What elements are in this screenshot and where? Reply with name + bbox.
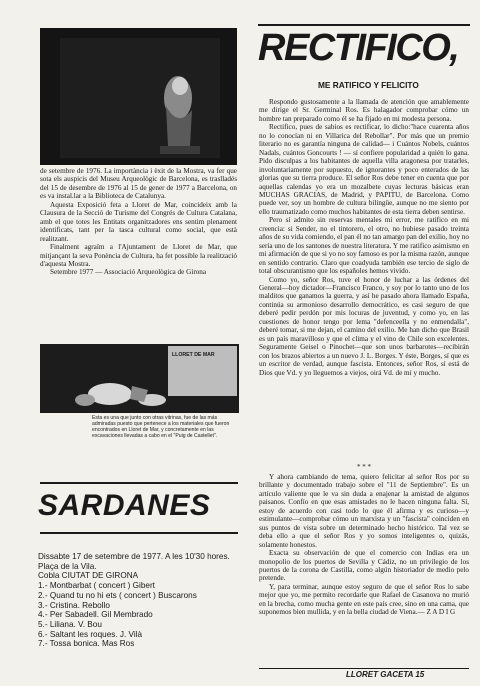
- article-paragraph-5: Y ahora cambiando de tema, quiero felicitar al señor Ros por su brillante y documentado trabajo sobre el "11 de Septiembre". Es un artículo valiente que le va sin duda a enajenar la amistad de algunos paisanos. Confío en que esas amistades no le hacen ninguna falta. Sí, estoy de acuerdo con casi todo lo que él afirma y es curioso—y estimulante—comprobar cómo un marxista y un "fascista" coinciden en sus puntos de vista sobre un determinado hecho histórico. Tal vez se deba ello a que el señor Ros y yo somos inteligentes o, quizás, solamente honestos.: [259, 473, 469, 549]
- article-paragraph-2: Rectifico, pues de sabios es rectificar, lo dicho:"hace cuarenta años no lo conocían ni en Villarica del Rebollar". Por más que un premio literario no es garantía ninguna de calidad— i Cuántos Nobels, cuántos Nadals, cuántos Goncourts ! — sí confiere popularidad a quién lo gana. Pido disculpas a los habitantes de aquella villa aragonesa por tratarles, involuntariamente por supuesto, de ignorantes y poco enterados de las glorias que su tierra produce. El señor Ros debe tener en cuenta que por aquellas calendas yo era un mozalbete cuyas lecturas básicas eran MUCHAS GRACIAS, de Madrid, y PAPITU, de Barcelona. Como puede ver, soy un hombre de cultura bilingüe, aunque no me siento por ello traumatizado como muchos habitantes de esta tierra deben sentirse.: [259, 123, 469, 216]
- program-item: 7.- Tossa bonica. Mas Ros: [38, 639, 135, 649]
- footer-rule: [259, 668, 469, 669]
- exhibition-signature: Setembre 1977 — Associació Arqueològica de Girona: [50, 268, 207, 277]
- program-cobla: Cobla CIUTAT DE GIRONA: [38, 571, 139, 581]
- sardanes-title: SARDANES: [38, 489, 211, 522]
- exhibition-paragraph-1: de setembre de 1976. La importància i èxit de la Mostra, va fer que sota els auspicis del Museu Arqueològic de Barcelona, es traslladés del 15 de desembre de 1976 al 15 de gener de 1977 a Barcelona, on es va instal.lar a la Biblioteca de Catalunya.: [40, 167, 237, 201]
- sardanes-program: [38, 552, 238, 649]
- exhibition-paragraph-3: Finalment agraïm a l'Ajuntament de Lloret de Mar, que mitjançant la seva Ponència de Cultura, ha fet possible la realització d'aquesta Mostra.: [40, 243, 237, 268]
- display-case-photo: [40, 344, 239, 413]
- page-footer: LLORET GACETA 15: [346, 670, 425, 679]
- article-title: RECTIFICO,: [258, 27, 459, 69]
- exhibition-paragraph-2: Aquesta Exposició feta a Lloret de Mar, coincideix amb la Clausura de la Secció de Turisme del Congrés de Cultura Catalana, amb el que totes les Entitats organitzadores ens sentim plenament identificats, tant per la tasca cultural como social, que està realitzant.: [40, 200, 237, 243]
- article-paragraph-4: Como yo, señor Ros, tuve el honor de luchar a las órdenes del General—hoy dictador—Francisco Franco, y soy por lo tanto uno de los malditos que ganamos la guerra, y así he pasado ahora llamado España, continúa su armonioso desarrollo democrático, es casi seguro de que deberé pedir perdón por mis locuras de juventud, y como yo, en las cuestiones de honor tengo por lema "defenceella y no enmendalla", deberé tomar, si me dejan, el camino del exilio. Me han dicho que Brasil es un país maravilloso y que el clima y el vino de Chile son excelentes. Seguramente Geisel o Pinochet—que son unos barbarotes—recibirán con los brazos abiertos a un nuevo J. L. Borges. Y éste, Borges, sí que es un escritor de verdad, aunque fascista. Entonces, señor Ros, sí está de Dios que Vd. y yo lleguemos a viejos, oirá Vd. de mí y mucho.: [259, 275, 469, 377]
- article-paragraph-1: Respondo gustosamente a la llamada de atención que amablemente me dirige el Sr. Germinal Ros. Es halagador comprobar cómo un hombre tan preparado como él se ha fijado en mi modesta persona.: [259, 98, 469, 123]
- title-top-rule: [258, 24, 470, 26]
- article-paragraph-3: Pero sí admito sin reservas mentales mi error, me ratifico en mi creencia: si Sender, no el tintorero, el otro, no hubiese pasado treinta años de su vida comiendo, el pan él no tan amargo pan del exilio, hoy no sería uno de los santones de nuestra literatura. Y me ratifico asimismo en mi afirmación de que si yo no soy famoso es por la misma razón, aunque en sentido contrario. Claro que coadyuda también ese tercio de siglo de total obscurantismo que los españoles hemos vivido.: [259, 216, 469, 276]
- program-item: 4.- Per Sabadell. Gil Membrado: [38, 610, 153, 620]
- program-item: 3.- Cristina. Rebollo: [38, 600, 110, 610]
- sardanes-top-rule: [40, 482, 238, 484]
- program-item: 5.- Liliana. V. Bou: [38, 619, 102, 629]
- program-place: Plaça de la Vila.: [38, 561, 97, 571]
- program-item: 1.- Montbarbat ( concert ) Gibert: [38, 581, 155, 591]
- article-paragraph-6: Exacta su observación de que el comercio con Indias era un monopolio de los puertos de Sevilla y Cádiz, no un privilegio de los puertos de la corona de Castilla, como algún historiador de medio pelo pretende.: [259, 549, 469, 583]
- program-item: 6.- Saltant les roques. J. Vilà: [38, 629, 143, 639]
- sardanes-bottom-rule: [40, 532, 238, 534]
- section-separator: * * *: [357, 463, 371, 471]
- article-body-top: [259, 98, 469, 377]
- exhibition-text: [40, 167, 237, 277]
- article-subtitle: ME RATIFICO Y FELICITO: [318, 80, 419, 90]
- article-body-bottom: [259, 473, 469, 617]
- program-item: 2.- Quand tu no hi ets ( concert ) Buscarons: [38, 590, 197, 600]
- display-box-label: LLORET DE MAR: [172, 352, 215, 358]
- article-paragraph-7: Y, para terminar, aunque estoy seguro de que el señor Ros lo sabe mejor que yo, me permito recordarle que Rafael de Casanova no murió en la brecha, como mucha gente en este país cree, sino en una cama, que suponemos bien mullida, y en la bella ciudad de Viena.— Z A D I G: [259, 582, 469, 617]
- photo-caption: Esta es una que junto con otras vitrinas, fue de las más admiradas puesto que pertenece a los materiales que fueron encontrados en Lloret de Mar, y concretamente en las excavaciones llevadas a cabo en el "Puig de Castellet".: [92, 415, 230, 439]
- sculpture-photo: [40, 28, 237, 165]
- program-date: Dissabte 17 de setembre de 1977. A les 10'30 hores.: [38, 552, 230, 561]
